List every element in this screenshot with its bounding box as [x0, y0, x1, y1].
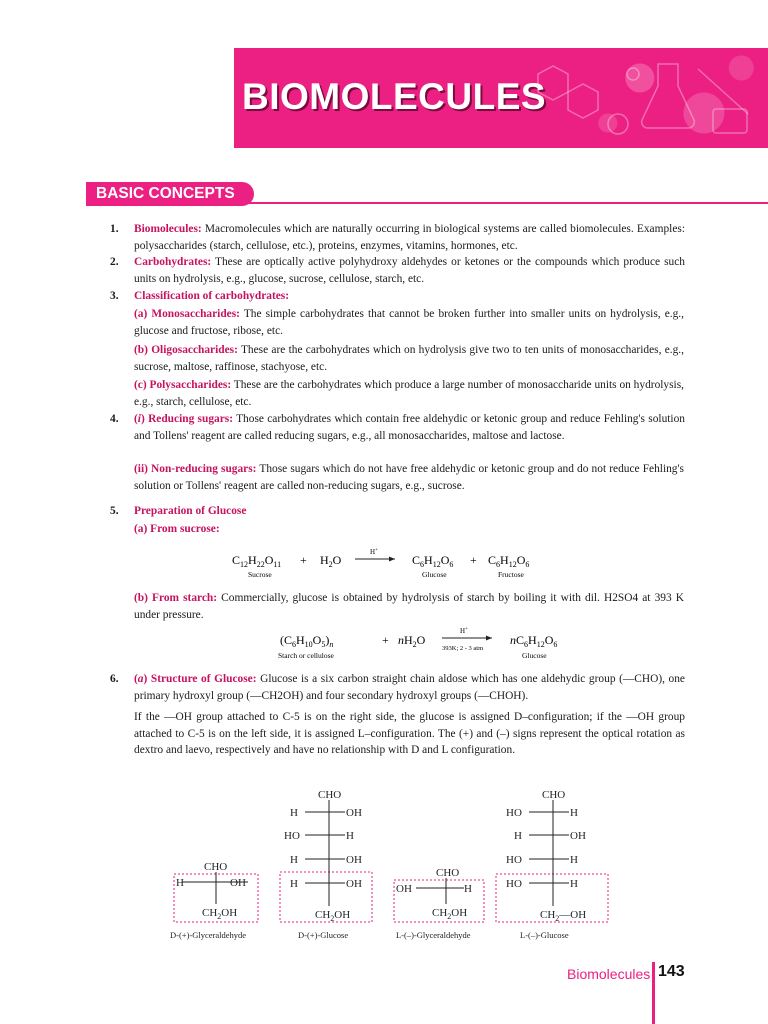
sub-label: (c) Polysaccharides: — [134, 379, 232, 391]
catalyst: H+ — [370, 548, 378, 556]
plus-sign: + — [470, 553, 477, 567]
c4-left: HO — [506, 854, 522, 866]
item-number: 1. — [110, 223, 119, 235]
term: Structure of Glucose: — [150, 673, 257, 685]
caption-l-glyceraldehyde: L-(–)-Glyceraldehyde — [396, 930, 471, 940]
caption-starch: Starch or cellulose — [278, 651, 334, 660]
definition: Glucose is a six carbon straight chain aldose which has one aldehydic group (—CHO), one primary hydroxyl group (—CH2OH) and four secondary hydroxyl groups (—CHOH). — [134, 673, 685, 702]
c4-left: H — [290, 854, 298, 866]
term: Biomolecules: — [134, 223, 202, 235]
group-bottom: $CH_2OH$ — [432, 907, 468, 921]
l-glucose-structure — [496, 789, 608, 923]
chapter-title: BIOMOLECULES — [242, 76, 547, 117]
term: Reducing sugars: — [148, 413, 233, 425]
item-number: 6. — [110, 673, 119, 685]
c2-right: H — [570, 807, 578, 819]
reactant-sucrose: $C_{12}H_{22}O_{11}$ — [232, 553, 282, 569]
group-bottom: $CH_2OH$ — [202, 907, 238, 921]
definition: Those carbohydrates which contain free aldehydic or ketonic group and reduce Fehling's solution and Tollens' reagent are called reducing sugars, e.g., all monosaccharides, maltose and lactose. — [134, 413, 685, 442]
left-group: H — [176, 877, 184, 889]
c5-right: H — [570, 878, 578, 890]
plus-sign: + — [382, 633, 389, 647]
c5-right: OH — [346, 878, 362, 890]
l-glyceraldehyde-structure — [394, 867, 484, 922]
c4-right: OH — [346, 854, 362, 866]
arrow-head — [486, 636, 492, 641]
caption-sucrose: Sucrose — [248, 570, 272, 579]
running-footer-chapter: Biomolecules — [567, 966, 651, 982]
section-heading: BASIC CONCEPTS — [86, 182, 254, 206]
definition: These are optically active polyhydroxy aldehydes or ketones or the compounds which produce such units on hydrolysis, e.g., glucose, sucrose, cellulose, starch, etc. — [134, 256, 685, 285]
item-biomolecules — [110, 221, 685, 254]
caption-fructose: Fructose — [498, 570, 524, 579]
sub-label: (ii) Non-reducing sugars: — [134, 463, 257, 475]
caption-d-glucose: D-(+)-Glucose — [298, 930, 349, 940]
caption-l-glucose: L-(–)-Glucose — [520, 930, 569, 940]
oligosaccharides-entry — [134, 342, 684, 375]
group-bottom: $CH_2OH$ — [315, 909, 351, 923]
c2-left: H — [290, 807, 298, 819]
group-top: CHO — [318, 789, 342, 801]
item-number: 4. — [110, 413, 119, 425]
conditions: 393K; 2 - 3 atm — [442, 645, 484, 652]
product-glucose: $C_6H_{12}O_6$ — [412, 553, 454, 569]
arrow-head — [389, 557, 395, 562]
caption-d-glyceraldehyde: D-(+)-Glyceraldehyde — [170, 930, 247, 940]
c5-left: HO — [506, 878, 522, 890]
reactant-water: $H_2O$ — [320, 553, 342, 569]
c3-left: HO — [284, 830, 300, 842]
group-top: CHO — [204, 861, 228, 873]
fischer-projections — [160, 780, 620, 950]
footer-divider — [652, 962, 655, 1024]
left-group: OH — [396, 883, 412, 895]
plus-sign: + — [300, 553, 307, 567]
caption-glucose: Glucose — [422, 570, 447, 579]
from-sucrose-heading — [134, 521, 684, 538]
item-reducing-sugars: 4. (i) Reducing sugars: Those carbohydrates which contain free aldehydic or ketonic group and reduce Fehling's solution and Tollens' reagent are called reducing sugars, e.g., all monosaccharides, maltose and lactose. — [110, 413, 685, 442]
reactant-water: $nH_2O$ — [398, 633, 426, 649]
term: Classification of carbohydrates: — [134, 290, 290, 302]
c2-right: OH — [346, 807, 362, 819]
sub-label: (a) Monosaccharides: — [134, 308, 240, 320]
sub-text: The simple carbohydrates that cannot be broken further into smaller units on hydrolysis, e.g., glucose and fructose, ribose, etc. — [134, 308, 684, 337]
configuration-text: If the —OH group attached to C-5 is on the right side, the glucose is assigned D–configuration; if the —OH group attached to C-5 is on the left side, it is assigned L–configuration. The (+) and (–) signs represent the optical rotation as dextro and laevo, respectively and have no relationship with D and L configuration. — [134, 711, 685, 756]
polysaccharides-entry — [134, 377, 684, 410]
d-glucose-structure — [280, 789, 372, 923]
monosaccharides-entry — [134, 306, 684, 339]
item-structure-glucose: 6. (a) Structure of Glucose: Glucose is a six carbon straight chain aldose which has one aldehydic group (—CHO), one primary hydroxyl group (—CH2OH) and four secondary hydroxyl groups (—CHOH). — [110, 673, 685, 702]
right-group: OH — [230, 877, 246, 889]
sucrose-hydrolysis-equation — [220, 543, 560, 581]
item-preparation — [110, 503, 685, 520]
caption-glucose: Glucose — [522, 651, 547, 660]
c2-left: HO — [506, 807, 522, 819]
term: Carbohydrates: — [134, 256, 212, 268]
from-starch-entry — [134, 590, 684, 623]
sub-text: These are the carbohydrates which produce a large number of monosaccharide units on hydrolysis, e.g., starch, cellulose, etc. — [134, 379, 684, 408]
non-reducing-entry — [134, 461, 684, 494]
reactant-starch: $(C_6H_{10}O_5)_n$ — [280, 633, 334, 649]
definition: Macromolecules which are naturally occurring in biological systems are called biomolecules. Examples: polysaccharides (starch, cellulose, etc.), proteins, enzymes, vitamins, hormones, etc. — [134, 223, 685, 252]
group-top: CHO — [436, 867, 460, 879]
item-number: 2. — [110, 256, 119, 268]
page-number: 143 — [658, 963, 685, 980]
group-bottom: $CH_2—OH$ — [540, 909, 587, 923]
c3-left: H — [514, 830, 522, 842]
c3-right: OH — [570, 830, 586, 842]
starch-hydrolysis-equation — [270, 624, 590, 664]
sub-text: Commercially, glucose is obtained by hydrolysis of starch by boiling it with dil. H2SO4 at 393 K under pressure. — [134, 592, 684, 621]
item-number: 3. — [110, 290, 119, 302]
item-classification — [110, 288, 685, 305]
sub-label: (b) Oligosaccharides: — [134, 344, 238, 356]
d-glyceraldehyde-structure — [174, 861, 258, 922]
sub-text: Those sugars which do not have free aldehydic or ketonic group and do not reduce Fehling's solution or Tollens' reagent are called non-reducing sugars, e.g., sucrose. — [134, 463, 684, 492]
sub-label: (a) From sucrose: — [134, 523, 220, 535]
item-carbohydrates — [110, 254, 685, 287]
c5-left: H — [290, 878, 298, 890]
item-number: 5. — [110, 505, 119, 517]
c4-right: H — [570, 854, 578, 866]
sub-text: These are the carbohydrates which on hydrolysis give two to ten units of monosaccharides, e.g., sucrose, maltose, raffinose, stachyose, etc. — [134, 344, 684, 373]
chapter-banner — [234, 48, 768, 148]
term: Preparation of Glucose — [134, 505, 247, 517]
sub-label: (b) From starch: — [134, 592, 218, 604]
group-top: CHO — [542, 789, 566, 801]
configuration-paragraph — [110, 709, 685, 759]
product-glucose: $nC_6H_{12}O_6$ — [510, 633, 558, 649]
right-group: H — [464, 883, 472, 895]
product-fructose: $C_6H_{12}O_6$ — [488, 553, 530, 569]
c3-right: H — [346, 830, 354, 842]
catalyst: H+ — [460, 627, 468, 635]
